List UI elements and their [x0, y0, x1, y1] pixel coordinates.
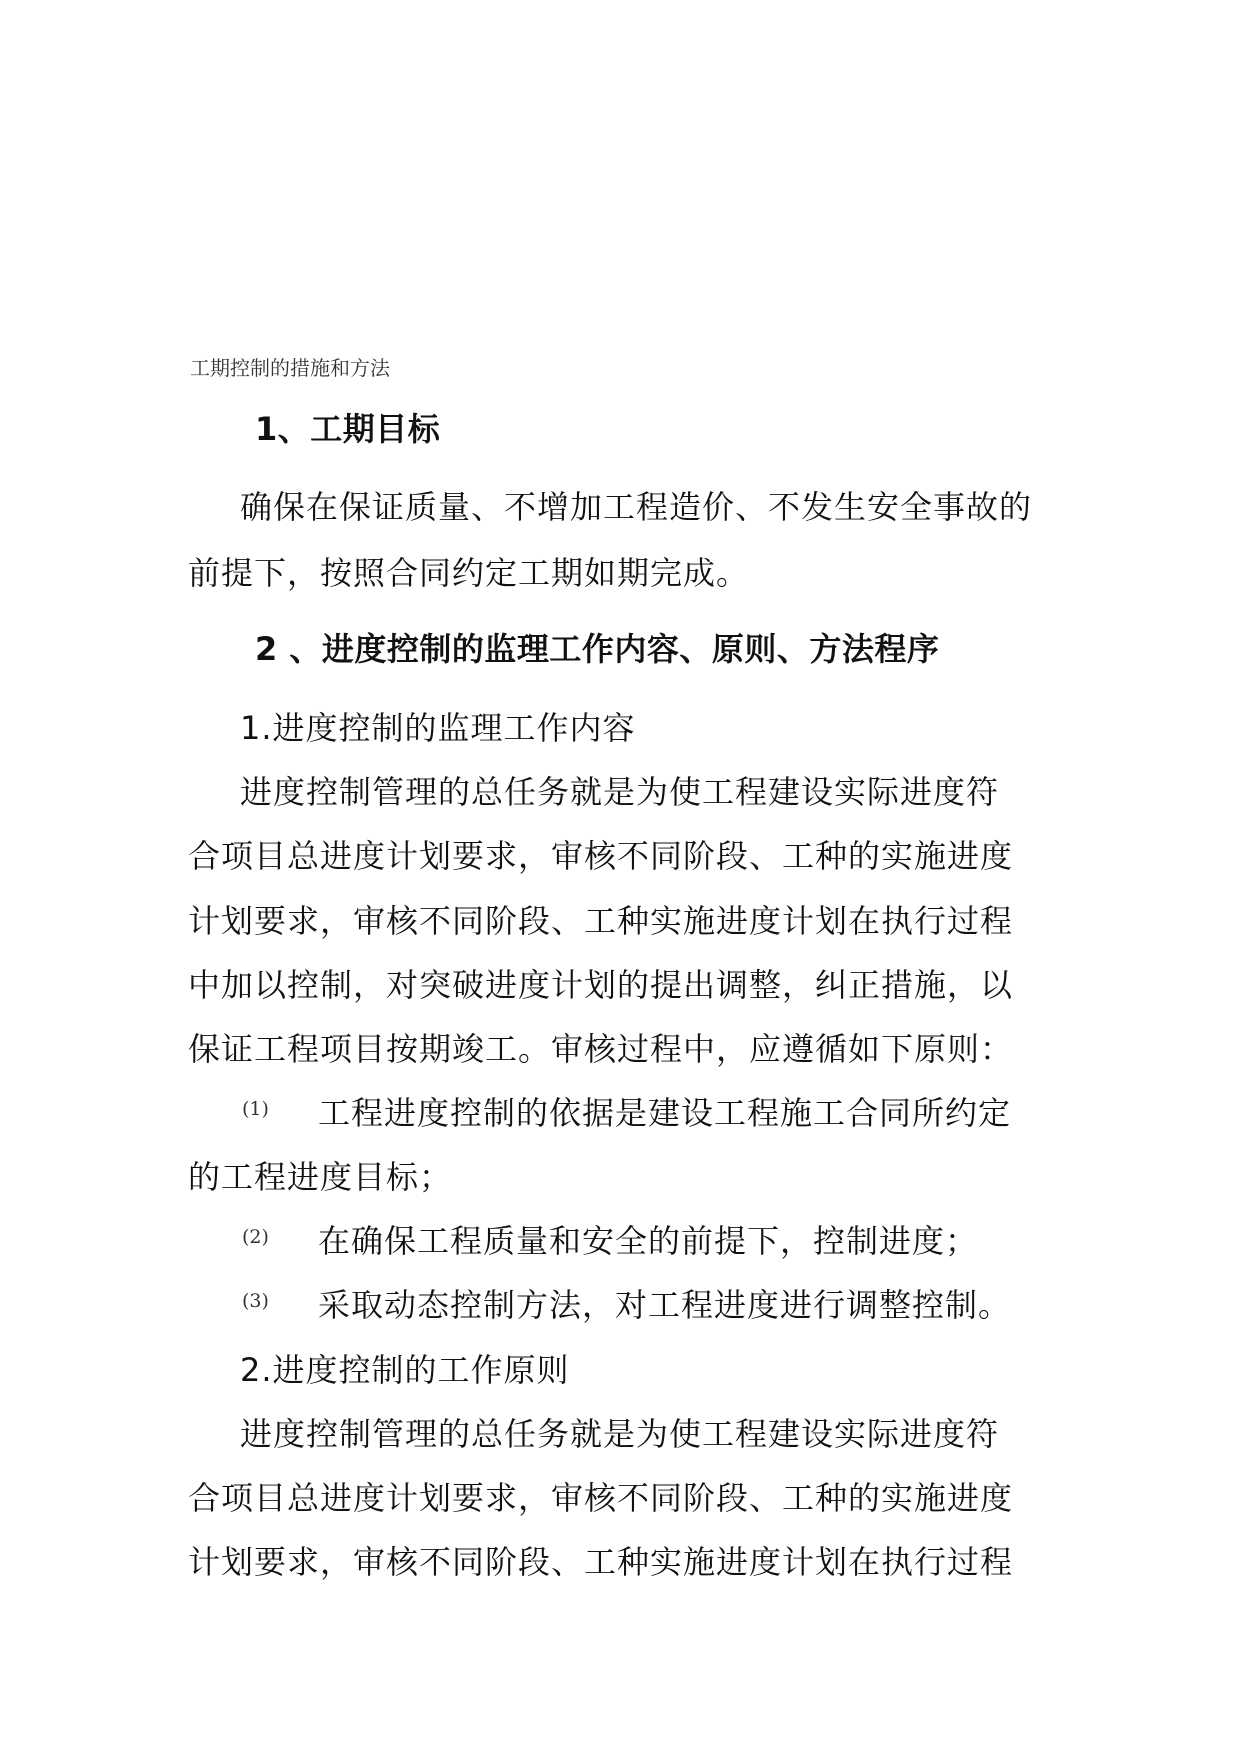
- paragraph-line: 合项目总进度计划要求，审核不同阶段、工种的实施进度: [188, 837, 1014, 875]
- paragraph-line: 保证工程项目按期竣工。审核过程中，应遵循如下原则：: [188, 1030, 1014, 1068]
- document-label: 工期控制的措施和方法: [190, 356, 390, 380]
- principle-text: 在确保工程质量和安全的前提下，控制进度；: [318, 1222, 979, 1260]
- principle-marker: (2): [242, 1226, 269, 1248]
- principle-text: 采取动态控制方法，对工程进度进行调整控制。: [318, 1286, 1012, 1324]
- section-2-heading: 2 、进度控制的监理工作内容、原则、方法程序: [255, 630, 940, 668]
- paragraph-line: 合项目总进度计划要求，审核不同阶段、工种的实施进度: [188, 1479, 1014, 1517]
- paragraph-line: 中加以控制，对突破进度计划的提出调整，纠正措施，以: [188, 966, 1014, 1004]
- subsection-2-title: 2.进度控制的工作原则: [240, 1351, 570, 1389]
- paragraph-line: 进度控制管理的总任务就是为使工程建设实际进度符: [240, 773, 1000, 811]
- principle-text: 工程进度控制的依据是建设工程施工合同所约定: [318, 1094, 1012, 1132]
- principle-marker: (3): [242, 1290, 269, 1312]
- section-1-line: 前提下，按照合同约定工期如期完成。: [188, 554, 750, 592]
- principle-marker: (1): [242, 1098, 269, 1120]
- paragraph-line: 计划要求，审核不同阶段、工种实施进度计划在执行过程: [188, 902, 1014, 940]
- principle-continuation: 的工程进度目标；: [188, 1158, 453, 1196]
- paragraph-line: 计划要求，审核不同阶段、工种实施进度计划在执行过程: [188, 1543, 1014, 1581]
- section-1-heading: 1、工期目标: [255, 410, 441, 448]
- subsection-1-title: 1.进度控制的监理工作内容: [240, 709, 636, 747]
- paragraph-line: 进度控制管理的总任务就是为使工程建设实际进度符: [240, 1415, 1000, 1453]
- section-1-line: 确保在保证质量、不增加工程造价、不发生安全事故的: [240, 488, 1033, 526]
